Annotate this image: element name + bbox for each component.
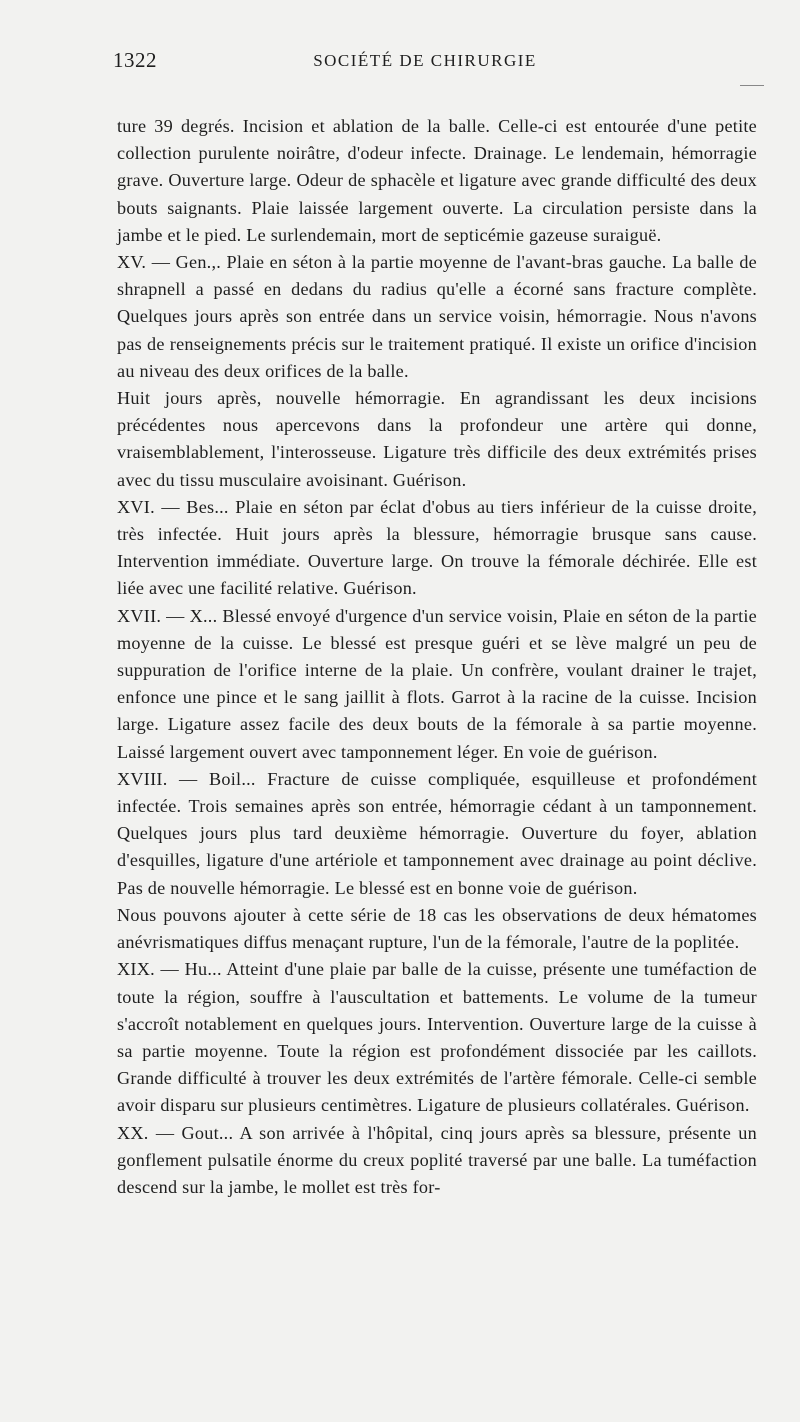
paragraph-case-xvii: XVII. — X... Blessé envoyé d'urgence d'un service voisin, Plaie en séton de la partie moyenne de la cuisse. Le blessé est presque guéri et se lève malgré un peu de suppuration de l'orifice interne de la plaie. Un confrère, voulant drainer le trajet, enfonce une pince et le sang jaillit à flots. Garrot à la racine de la cuisse. Incision large. Ligature assez facile des deux bouts de la fémorale à sa partie moyenne. Laissé largement ouvert avec tamponnement léger. En voie de guérison.: [117, 605, 757, 762]
paragraph-case-xv: XV. — Gen.,. Plaie en séton à la partie moyenne de l'avant-bras gauche. La balle de shrapnell a passé en dedans du radius qu'elle a écorné sans fracture complète. Quelques jours après son entrée dans un service voisin, hémorragie. Nous n'avons pas de renseignements précis sur le traitement pratiqué. Il existe un orifice d'incision au niveau des deux orifices de la balle.: [117, 252, 757, 381]
paragraph-case-xv-followup: Huit jours après, nouvelle hémorragie. En agrandissant les deux incisions précédentes nous apercevons dans la profondeur une artère qui donne, vraisemblablement, l'interosseuse. Ligature très difficile des deux extrémités prises avec du tissu musculaire avoisinant. Guérison.: [117, 388, 757, 490]
paragraph-continuation: ture 39 degrés. Incision et ablation de la balle. Celle-ci est entourée d'une petite collection purulente noirâtre, d'odeur infecte. Drainage. Le lendemain, hémorragie grave. Ouverture large. Odeur de sphacèle et ligature avec grande difficulté des deux bouts saignants. Plaie laissée largement ouverte. La circulation persiste dans la jambe et le pied. Le surlendemain, mort de septicémie gazeuse suraiguë.: [117, 116, 757, 245]
paragraph-case-xix: XIX. — Hu... Atteint d'une plaie par balle de la cuisse, présente une tuméfaction de toute la région, souffre à l'auscultation et battements. Le volume de la tumeur s'accroît notablement en quelques jours. Intervention. Ouverture large de la cuisse à sa partie moyenne. Toute la région est profondément dissociée par les caillots. Grande difficulté à trouver les deux extrémités de l'artère fémorale. Celle-ci semble avoir disparu sur plusieurs centimètres. Ligature de plusieurs collatérales. Guérison.: [117, 959, 757, 1116]
header-rule: [740, 85, 764, 86]
body-text: [117, 113, 757, 1201]
page-header: [0, 48, 800, 78]
paragraph-case-xvi: XVI. — Bes... Plaie en séton par éclat d'obus au tiers inférieur de la cuisse droite, très infectée. Huit jours après la blessure, hémorragie brusque sans cause. Intervention immédiate. Ouverture large. On trouve la fémorale déchirée. Elle est liée avec une facilité relative. Guérison.: [117, 496, 757, 599]
running-head: SOCIÉTÉ DE CHIRURGIE: [313, 51, 537, 70]
paragraph-case-xviii: XVIII. — Boil... Fracture de cuisse compliquée, esquilleuse et profondément infectée. Trois semaines après son entrée, hémorragie cédant à un tamponnement. Quelques jours plus tard deuxième hémorragie. Ouverture du foyer, ablation d'esquilles, ligature d'une artériole et tamponnement avec drainage au point déclive. Pas de nouvelle hémorragie. Le blessé est en bonne voie de guérison.: [117, 768, 757, 898]
page-number: 1322: [113, 48, 157, 72]
paragraph-case-xx: XX. — Gout... A son arrivée à l'hôpital, cinq jours après sa blessure, présente un gonflement pulsatile énorme du creux poplité traversé par une balle. La tuméfaction descend sur la jambe, le mollet est très for-: [117, 1122, 757, 1197]
paragraph-hematomes: Nous pouvons ajouter à cette série de 18 cas les observations de deux hématomes anévrismatiques diffus menaçant rupture, l'un de la fémorale, l'autre de la poplitée.: [117, 904, 757, 953]
